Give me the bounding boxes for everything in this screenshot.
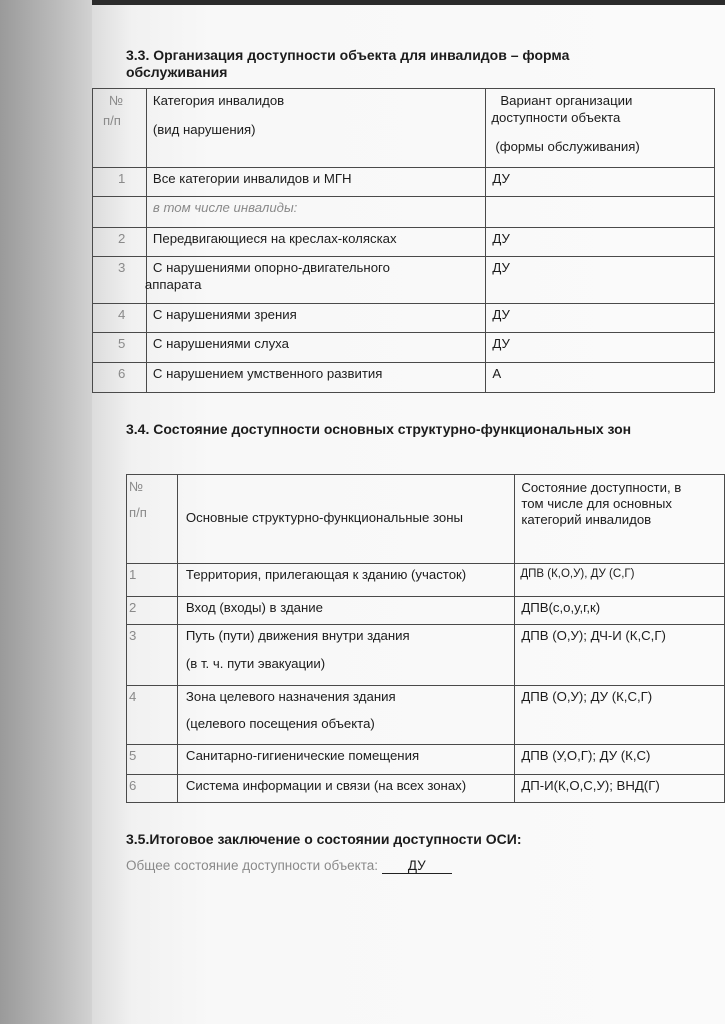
scan-left-shadow	[0, 0, 92, 1024]
table-row: 4 С нарушениями зрения ДУ	[93, 304, 715, 333]
table-row: 5 Санитарно-гигиенические помещения ДПВ (У,О,Г); ДУ (К,С)	[127, 745, 725, 775]
table-row: 6 С нарушением умственного развития А	[93, 363, 715, 393]
table-header-row	[93, 89, 715, 168]
section-3-4-title: 3.4. Состояние доступности основных структурно-функциональных зон	[126, 421, 632, 437]
overall-status-value: ДУ	[382, 858, 452, 874]
table-row: 2 Вход (входы) в здание ДПВ(с,о,у,г,к)	[127, 597, 725, 625]
header-category-cell: Категория инвалидов (вид нарушения)	[146, 89, 485, 168]
table-3-4	[126, 474, 725, 803]
table-row: 5 С нарушениями слуха ДУ	[93, 333, 715, 363]
table-row: в том числе инвалиды:	[93, 197, 715, 228]
table-row: 4 Зона целевого назначения здания (целевого посещения объекта) ДПВ (О,У); ДУ (К,С,Г)	[127, 686, 725, 745]
section-3-3-title: 3.3. Организация доступности объекта для инвалидов – форма обслуживания	[126, 47, 570, 80]
header-zone-cell: Основные структурно-функциональные зоны	[177, 475, 514, 564]
table-row: 1 Территория, прилегающая к зданию (участок) ДПВ (К,О,У), ДУ (С,Г)	[127, 564, 725, 597]
header-num-cell: № п/п	[93, 89, 147, 168]
table-row: 1 Все категории инвалидов и МГН ДУ	[93, 168, 715, 197]
table-3-3	[92, 88, 715, 393]
table-header-row	[127, 475, 725, 564]
header-variant-cell: Вариант организации доступности объекта (формы обслуживания)	[486, 89, 715, 168]
table-row: 6 Система информации и связи (на всех зонах) ДП-И(К,О,С,У); ВНД(Г)	[127, 775, 725, 803]
header-num-cell: № п/п	[127, 475, 178, 564]
table-row: 3 Путь (пути) движения внутри здания (в т. ч. пути эвакуации) ДПВ (О,У); ДЧ-И (К,С,Г)	[127, 625, 725, 686]
overall-status-label: Общее состояние доступности объекта:	[126, 858, 379, 873]
table-row: 3 С нарушениями опорно-двигательного аппарата ДУ	[93, 257, 715, 304]
table-row: 2 Передвигающиеся на креслах-колясках ДУ	[93, 228, 715, 257]
header-state-cell: Состояние доступности, в том числе для основных категорий инвалидов	[515, 475, 725, 564]
overall-status-line	[126, 858, 452, 874]
section-3-5-title: 3.5.Итоговое заключение о состоянии доступности ОСИ:	[126, 831, 522, 847]
